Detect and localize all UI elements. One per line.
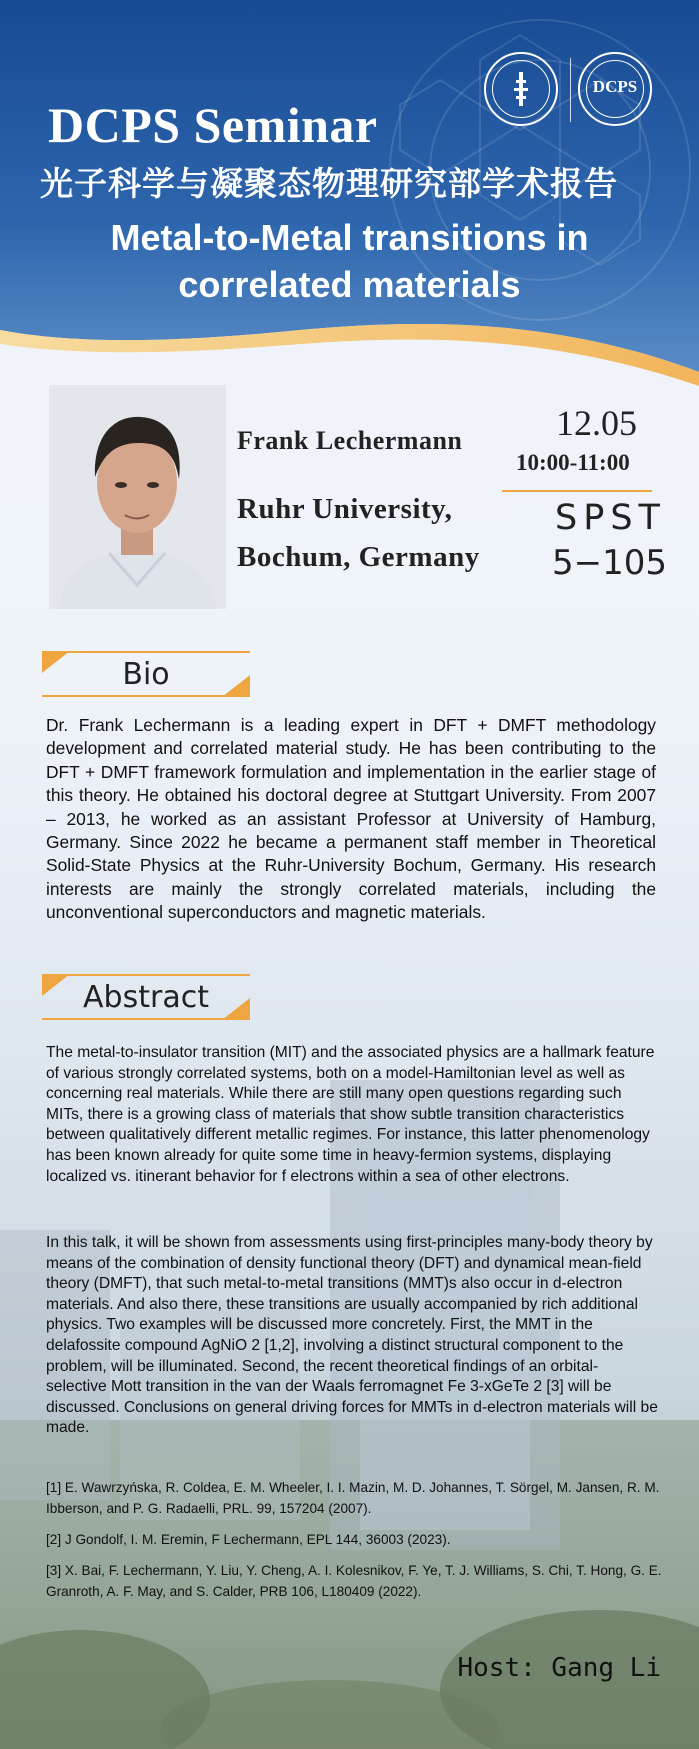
event-date: 12.05 bbox=[556, 403, 637, 443]
talk-title-line2: correlated materials bbox=[178, 264, 521, 305]
speaker-name: Frank Lechermann bbox=[237, 426, 463, 455]
abstract-paragraph-1: The metal-to-insulator transition (MIT) and the associated physics are a hallmark feature of various strongly correlated systems, both on a model-Hamiltonian level as well as concerning real materials. While there are still many open questions regarding such MITs, there is a growing class of materials that show subtle transition characteristics between qualitatively different metallic regimes. For instance, this latter phenomenology has been known already for quite some time in heavy-fermion systems, displaying localized vs. itinerant behavior for f electrons within a sea of other electrons. bbox=[46, 1044, 655, 1185]
dcps-logo bbox=[578, 52, 652, 126]
date-venue-divider bbox=[502, 490, 652, 492]
series-title: DCPS Seminar bbox=[48, 97, 378, 153]
university-seal-logo bbox=[484, 52, 558, 126]
header-banner bbox=[0, 0, 699, 390]
host: Host: Gang Li bbox=[457, 1653, 661, 1683]
speaker-affiliation-line2: Bochum, Germany bbox=[237, 541, 480, 573]
bio-heading: Bio bbox=[122, 657, 170, 692]
bio-text: Dr. Frank Lechermann is a leading expert in DFT + DMFT methodology development and correlated material study. He has been contributing to the DFT + DMFT framework formulation and implementation in the earlier stage of this theory. He obtained his doctoral degree at Stuttgart University. From 2007 – 2013, he worked as an assistant Professor at University of Hamburg, Germany. Since 2022 he became a permanent staff member in Theoretical Solid-State Physics at the Ruhr-University Bochum, Germany. His research interests are mainly the strongly correlated materials, including the unconventional superconductors and magnetic materials. bbox=[46, 715, 656, 923]
bio-heading-box bbox=[42, 651, 250, 697]
talk-title bbox=[0, 214, 699, 308]
reference-2: [2] J Gondolf, I. M. Eremin, F Lechermann, EPL 144, 36003 (2023). bbox=[46, 1532, 451, 1547]
abstract-heading-box bbox=[42, 974, 250, 1020]
dcps-logo-text: DCPS bbox=[592, 77, 638, 96]
talk-title-line1: Metal-to-Metal transitions in bbox=[110, 217, 589, 258]
abstract-heading: Abstract bbox=[83, 980, 209, 1015]
venue-building: SPST bbox=[555, 498, 666, 538]
logo-divider bbox=[570, 58, 571, 122]
venue-room: 5−105 bbox=[552, 543, 668, 583]
speaker-photo bbox=[49, 385, 226, 609]
series-title-cn: 光子科学与凝聚态物理研究部学术报告 bbox=[40, 164, 618, 203]
reference-1: [1] E. Wawrzyńska, R. Coldea, E. M. Wheeler, I. I. Mazin, M. D. Johannes, T. Sörgel, M. Jansen, R. M. Ibberson, and P. G. Radaelli, PRL. 99, 157204 (2007). bbox=[46, 1480, 660, 1516]
abstract-paragraph-2: In this talk, it will be shown from assessments using first-principles many-body theory by means of the combination of density functional theory (DFT) and dynamical mean-field theory (DMFT), that such metal-to-metal transitions (MMT)s also occur in d-electron materials. And also there, these transitions are usually accompanied by rich additional physics. Two examples will be discussed more concretely. First, the MMT in the delafossite compound AgNiO 2 [1,2], involving a distinct structural component to the problem, will be illuminated. Second, the recent theoretical findings of an orbital-selective Mott transition in the van der Waals ferromagnet Fe 3-xGeTe 2 [3] will be discussed. Conclusions on general driving forces for MMTs in d-electron materials will be made. bbox=[46, 1234, 658, 1437]
reference-3: [3] X. Bai, F. Lechermann, Y. Liu, Y. Cheng, A. I. Kolesnikov, F. Ye, T. J. Williams, S. Chi, T. Hong, G. E. Granroth, A. F. May, and S. Calder, PRB 106, L180409 (2022). bbox=[46, 1563, 662, 1599]
event-time: 10:00-11:00 bbox=[516, 450, 630, 475]
speaker-affiliation-line1: Ruhr University, bbox=[237, 493, 453, 525]
tower-icon bbox=[514, 72, 528, 106]
